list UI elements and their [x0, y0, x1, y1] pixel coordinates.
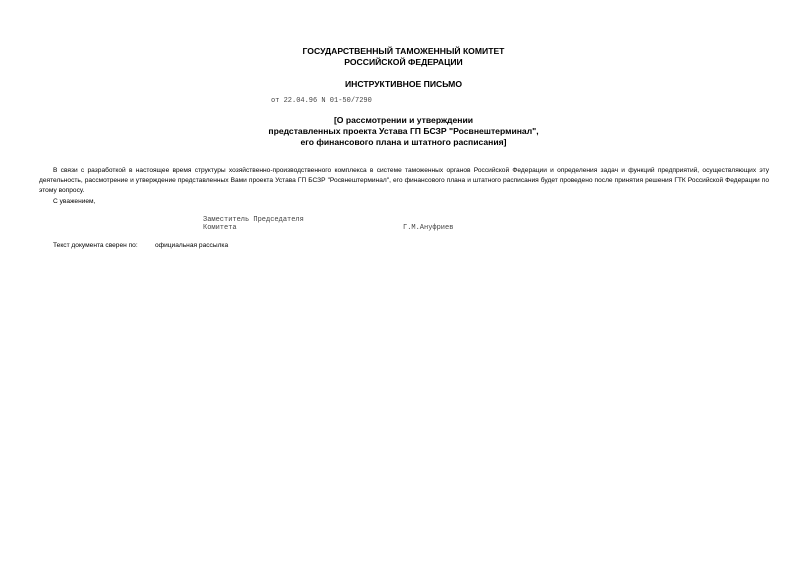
date-and-number: от 22.04.96 N 01-50/7290: [271, 97, 372, 105]
issuer-line-1: ГОСУДАРСТВЕННЫЙ ТАМОЖЕННЫЙ КОМИТЕТ: [302, 46, 505, 56]
document-title-line-1: [О рассмотрении и утверждении: [333, 115, 474, 125]
document-title-line-2: представленных проекта Устава ГП БСЗР "Росвнештерминал",: [268, 126, 539, 136]
document-title-line-3: его финансового плана и штатного расписания]: [300, 137, 507, 147]
signatory-name: Г.М.Ануфриев: [403, 224, 454, 232]
signatory-position-line-1: Заместитель Председателя: [203, 216, 304, 224]
body-paragraph-text: В связи с разработкой в настоящее время структуры хозяйственно-производственного комплекса в системе таможенных органов Российской Федерации и определения задач и функций предприятий, осуществляющих эту деятельность, рассмотрение и утверждение представленных Вами проекта Устава ГП БСЗР "Росвнештерминал", его финансового плана и штатного расписания будет проведено после принятия решения ГТК Российской Федерации по этому вопросу.: [39, 167, 769, 194]
closing-phrase: С уважением,: [53, 198, 96, 205]
issuer-line-2: РОССИЙСКОЙ ФЕДЕРАЦИИ: [344, 57, 463, 67]
verification-source: официальная рассылка: [155, 242, 229, 249]
verification-label: Текст документа сверен по:: [53, 242, 138, 249]
body-paragraph: [39, 166, 769, 196]
document-type: ИНСТРУКТИВНОЕ ПИСЬМО: [344, 79, 463, 89]
signatory-position-line-2: Комитета: [203, 224, 237, 232]
